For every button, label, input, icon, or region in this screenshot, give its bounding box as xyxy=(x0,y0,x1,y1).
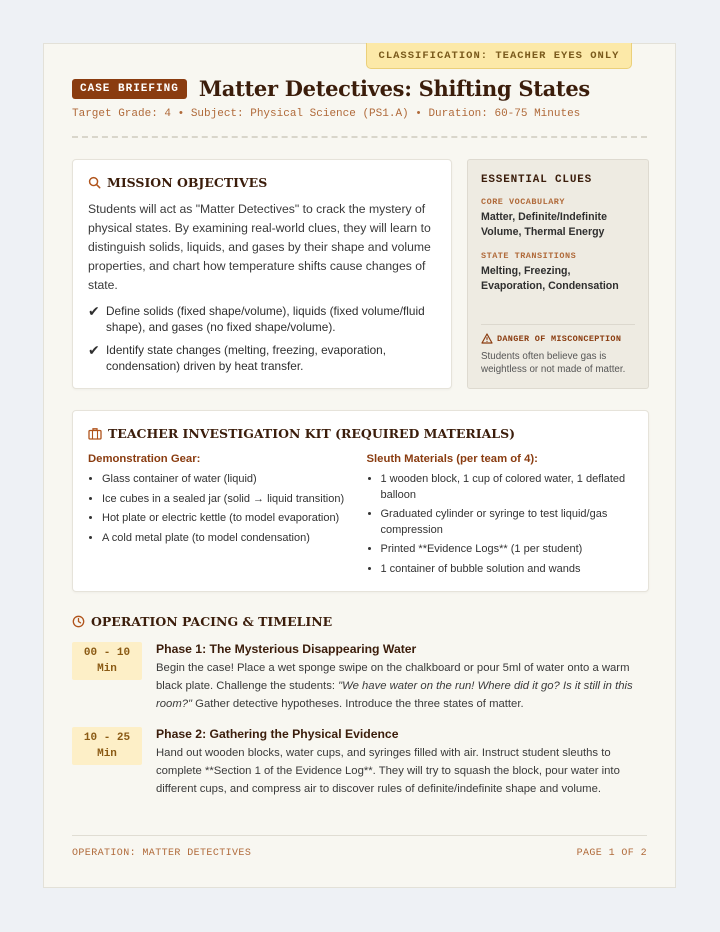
list-item xyxy=(88,342,436,374)
search-icon xyxy=(88,176,101,189)
phase-time-badge xyxy=(72,727,142,765)
list-item: • Hot plate or electric kettle (to model evaporation) xyxy=(102,511,355,527)
page-footer xyxy=(72,848,647,859)
briefcase-icon xyxy=(88,427,102,440)
phase-text-start: Begin the case! Place a wet sponge swipe on the chalkboard or pour 5ml of water onto a warm black plate. Challenge the students: xyxy=(156,662,630,692)
essential-clues-heading: ESSENTIAL CLUES xyxy=(481,174,593,186)
misconception-label: DANGER OF MISCONCEPTION xyxy=(497,333,622,344)
demonstration-gear-list xyxy=(88,472,355,546)
objectives-list xyxy=(88,303,436,374)
phase-time-badge xyxy=(72,642,142,680)
phase-description: Hand out wooden blocks, water cups, and syringes filled with air. Instruct student sleuths to complete **Section 1 of the Evidence Log**. They will try to squash the block, pour water into different cups, and compress air to discover rules of definite/indefinite shape and volume. xyxy=(156,747,620,795)
mission-objectives-heading xyxy=(88,175,436,190)
mission-objectives-card xyxy=(72,159,452,389)
classification-tab: CLASSIFICATION: TEACHER EYES ONLY xyxy=(366,43,632,69)
phase-time-unit: Min xyxy=(97,663,117,675)
pacing-label: OPERATION PACING & TIMELINE xyxy=(91,614,333,629)
objective-text: Identify state changes (melting, freezing, evaporation, condensation) driven by heat transfer. xyxy=(106,343,387,373)
phase-title: Phase 2: Gathering the Physical Evidence xyxy=(156,727,399,741)
pacing-heading xyxy=(72,614,649,629)
misconception-heading xyxy=(481,333,635,344)
demonstration-gear-column xyxy=(88,453,355,581)
objective-text: Define solids (fixed shape/volume), liquids (fixed volume/fluid shape), and gases (no fixed shape/volume). xyxy=(106,304,425,334)
list-item: • Glass container of water (liquid) xyxy=(102,472,355,488)
essential-clues-panel xyxy=(467,159,649,389)
phase-list xyxy=(72,642,649,798)
list-item: • Ice cubes in a sealed jar (solid → liquid transition) xyxy=(102,492,355,508)
check-icon: ✔ xyxy=(88,303,100,319)
phase-quote: "We have water on the run! Where did it go? Is it still in this room?" xyxy=(156,680,633,710)
investigation-kit-card xyxy=(72,410,649,592)
phase-time-unit: Min xyxy=(97,748,117,760)
misconception-text: Students often believe gas is weightless or not made of matter. xyxy=(481,351,626,375)
clock-icon xyxy=(72,615,85,628)
investigation-kit-heading xyxy=(88,426,633,441)
core-vocabulary-value: Matter, Definite/Indefinite Volume, Thermal Energy xyxy=(481,211,607,238)
phase-body xyxy=(156,727,649,798)
list-item xyxy=(88,303,436,335)
objectives-intro: Students will act as "Matter Detectives" to crack the mystery of physical states. By examining real-world clues, they will learn to distinguish solids, liquids, and gases by their shape and volume properties, and chart how temperature shifts cause changes of state. xyxy=(88,202,431,292)
page-number: PAGE 1 OF 2 xyxy=(576,848,647,859)
investigation-kit-label: TEACHER INVESTIGATION KIT (REQUIRED MATERIALS) xyxy=(108,426,516,441)
pacing-section xyxy=(72,614,649,798)
phase-item xyxy=(72,727,649,798)
phase-description xyxy=(156,659,649,713)
core-vocabulary-label: CORE VOCABULARY xyxy=(481,197,566,207)
mission-objectives-label: MISSION OBJECTIVES xyxy=(107,175,268,190)
phase-text-end: Gather detective hypotheses. Introduce the three states of matter. xyxy=(192,698,524,710)
page-title: Matter Detectives: Shifting States xyxy=(198,76,590,101)
warning-icon xyxy=(481,333,493,344)
demonstration-gear-title: Demonstration Gear: xyxy=(88,453,201,465)
state-transitions-label: STATE TRANSITIONS xyxy=(481,251,577,261)
phase-time-range: 00 - 10 xyxy=(83,647,131,659)
list-item: • A cold metal plate (to model condensation) xyxy=(102,531,355,547)
state-transitions-value: Melting, Freezing, Evaporation, Condensation xyxy=(481,265,619,292)
header-divider xyxy=(72,136,647,138)
list-item: • 1 wooden block, 1 cup of colored water, 1 deflated balloon xyxy=(381,472,634,503)
list-item: • Printed **Evidence Logs** (1 per student) xyxy=(381,542,634,558)
list-item: • 1 container of bubble solution and wands xyxy=(381,562,634,578)
phase-title: Phase 1: The Mysterious Disappearing Water xyxy=(156,642,417,656)
sleuth-materials-column xyxy=(355,453,634,581)
footer-divider xyxy=(72,835,647,836)
clues-divider xyxy=(481,324,635,325)
phase-body xyxy=(156,642,649,713)
check-icon: ✔ xyxy=(88,342,100,358)
sleuth-materials-list xyxy=(367,472,634,577)
briefing-page xyxy=(43,43,676,888)
phase-time-range: 10 - 25 xyxy=(83,732,131,744)
sleuth-materials-title: Sleuth Materials (per team of 4): xyxy=(366,453,538,465)
lesson-meta: Target Grade: 4 • Subject: Physical Science (PS1.A) • Duration: 60-75 Minutes xyxy=(72,108,581,120)
page-header xyxy=(72,76,590,101)
kit-columns xyxy=(88,453,633,581)
phase-item xyxy=(72,642,649,713)
case-briefing-badge: CASE BRIEFING xyxy=(72,79,187,99)
footer-operation-name: OPERATION: MATTER DETECTIVES xyxy=(72,848,252,859)
list-item: • Graduated cylinder or syringe to test liquid/gas compression xyxy=(381,507,634,538)
